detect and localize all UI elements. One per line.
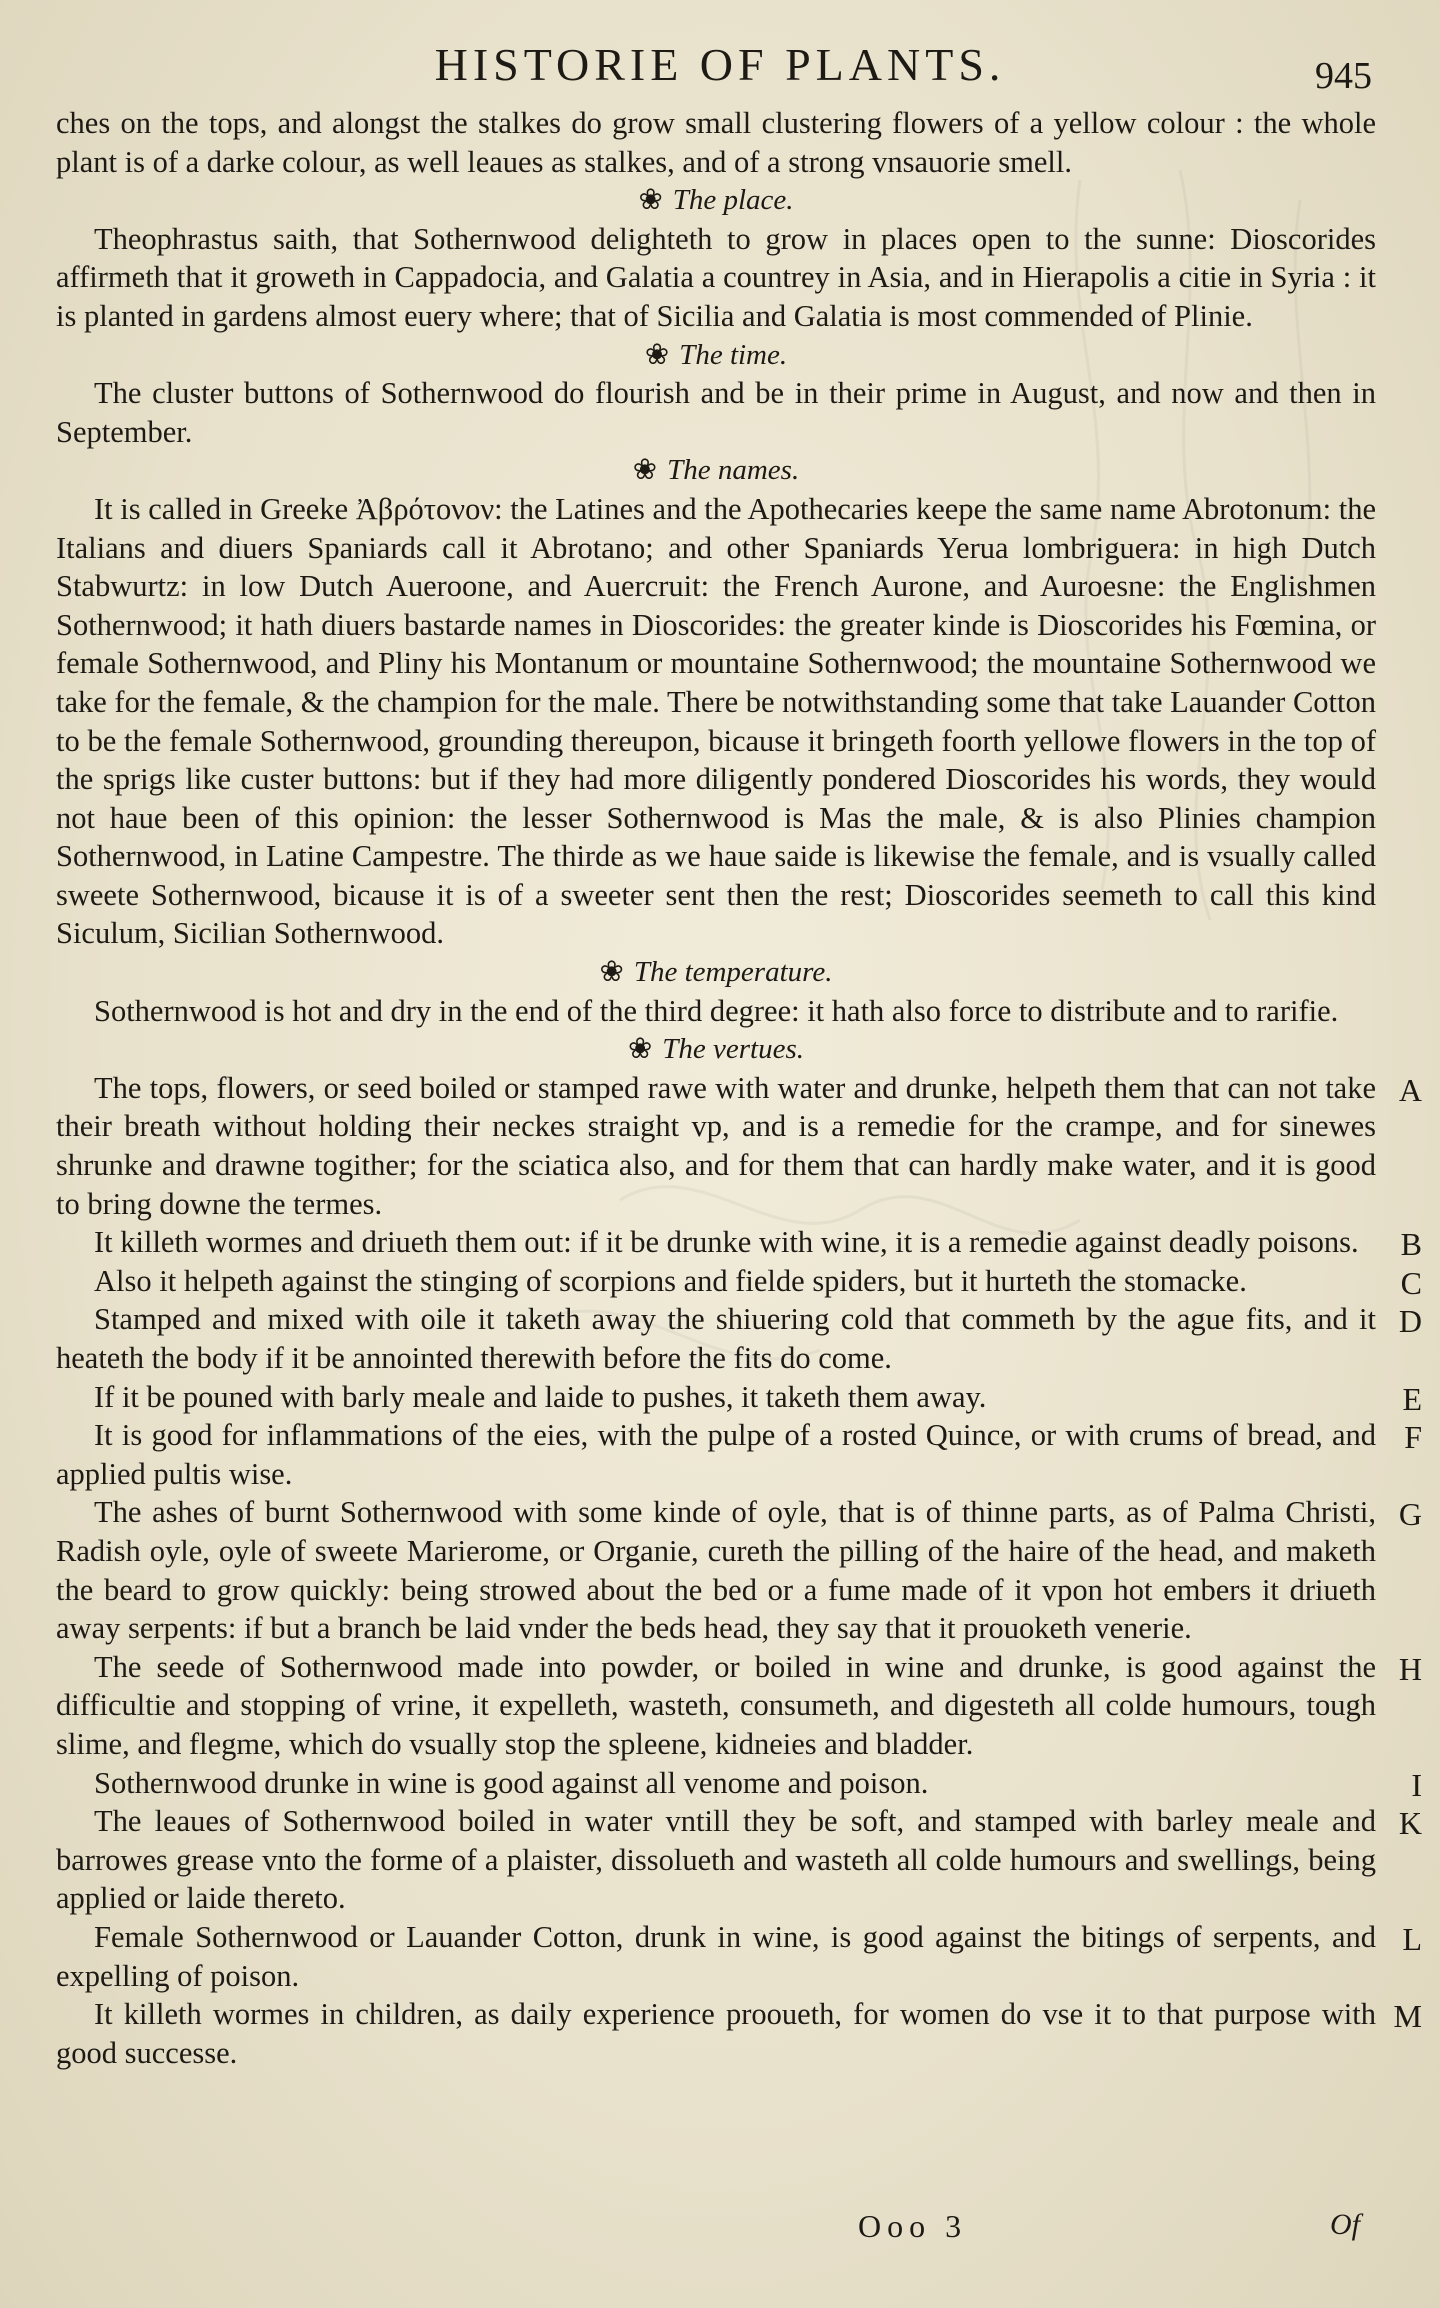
- vertue-paragraph: The seede of Sothernwood made into powder, or boiled in wine and drunke, is good against the difficultie and stopping of vrine, it expelleth, wasteth, consumeth, and digesteth all colde humours, tough slime, and flegme, which do vsually stop the spleene, kidneies and bladder. H: [56, 1649, 1422, 1761]
- names-paragraph: It is called in Greeke Ἀβρότονον: the Latines and the Apothecaries keepe the same name Abrotonum: the Italians and diuers Spaniards call it Abrotano; and other Spaniards Yerua lombriguera: in high Dutch Stabwurtz: in low Dutch Aueroone, and Auercruit: the French Aurone, and Auroesne: the Englishmen Sothernwood; it hath diuers bastarde names in Dioscorides: the greater kinde is Dioscorides his Fœmina, or female Sothernwood, and Pliny his Montanum or mountaine Sothernwood; the mountaine Sothernwood we take for the female, & the champion for the male. There be notwithstanding some that take Lauander Cotton to be the female Sothernwood, grounding thereupon, bicause it bringeth foorth yellowe flowers in the top of the sprigs like custer buttons: but if they had more diligently pondered Dioscorides his words, they would not haue been of this opinion: the lesser Sothernwood is Mas the male, & is also Plinies champion Sothernwood, in Latine Campestre. The thirde as we haue saide is likewise the female, and is vsually called sweete Sothernwood, bicause it is of a sweeter sent then the rest; Dioscorides seemeth to call this kind Siculum, Sicilian Sothernwood.: [56, 491, 1376, 951]
- vertue-paragraph: The ashes of burnt Sothernwood with some kinde of oyle, that is of thinne parts, as of Palma Christi, Radish oyle, oyle of sweete Marierome, or Organie, cureth the pilling of the haire of the head, and maketh the beard to grow quickly: being strowed about the bed or a fume made of it vpon hot embers it driueth away serpents: if but a branch be laid vnder the beds head, they say that it prouoketh venerie. G: [56, 1495, 1422, 1646]
- section-heading-place: ❀ The place.: [638, 184, 794, 217]
- temperature-paragraph: Sothernwood is hot and dry in the end of the third degree: it hath also force to distribute and to rarifie.: [94, 993, 1339, 1028]
- flower-ornament-icon: ❀: [599, 956, 624, 989]
- vertue-paragraph: It killeth wormes in children, as daily experience prooueth, for women do vse it to that purpose with good successe. M: [56, 1997, 1422, 2070]
- place-paragraph: Theophrastus saith, that Sothernwood delighteth to grow in places open to the sunne: Dioscorides affirmeth that it groweth in Cappadocia, and Galatia a countrey in Asia, and in Hierapolis a citie in Syria : it is planted in gardens almost euery where; that of Sicilia and Galatia is most commended of Plinie.: [56, 221, 1376, 333]
- vertue-paragraph: Stamped and mixed with oile it taketh away the shiuering cold that commeth by the ague fits, and it heateth the body if it be annointed therewith before the fits do come. D: [56, 1302, 1422, 1375]
- margin-letter: H: [1398, 1650, 1422, 1687]
- vertue-paragraph: Female Sothernwood or Lauander Cotton, drunk in wine, is good against the bitings of serpents, and expelling of poison. L: [56, 1919, 1422, 1993]
- margin-letter: D: [1398, 1303, 1422, 1340]
- flower-ornament-icon: ❀: [632, 454, 658, 487]
- margin-letter: B: [1400, 1226, 1422, 1263]
- text-block: [56, 104, 1422, 2072]
- margin-letter: M: [1393, 1998, 1422, 2035]
- section-heading-temperature: ❀ The temperature.: [599, 956, 833, 989]
- margin-letter: I: [1411, 1766, 1422, 1803]
- time-paragraph: The cluster buttons of Sothernwood do flourish and be in their prime in August, and now and then in September.: [56, 376, 1376, 449]
- vertue-paragraph: The leaues of Sothernwood boiled in water vntill they be soft, and stamped with barley meale and barrowes grease vnto the forme of a plaister, dissolueth and wasteth all colde humours and swellings, being applied or laide thereto. K: [56, 1804, 1422, 1916]
- margin-letter: L: [1402, 1920, 1422, 1957]
- section-heading-names: ❀ The names.: [632, 454, 800, 487]
- vertue-paragraph: It is good for inflammations of the eies, with the pulpe of a rosted Quince, or with crums of bread, and applied pultis wise. F: [56, 1418, 1422, 1491]
- flower-ornament-icon: ❀: [627, 1033, 653, 1066]
- margin-letter: F: [1404, 1419, 1422, 1456]
- flower-ornament-icon: ❀: [644, 338, 670, 371]
- margin-letter: K: [1398, 1805, 1422, 1842]
- catchword: Of: [1330, 2208, 1360, 2241]
- page-footer: [0, 2208, 1440, 2258]
- flower-ornament-icon: ❀: [638, 184, 663, 217]
- margin-letter: E: [1402, 1380, 1422, 1417]
- margin-letter: G: [1398, 1496, 1422, 1533]
- running-title: HISTORIE OF PLANTS.: [434, 39, 1006, 90]
- margin-letter: C: [1400, 1264, 1422, 1301]
- vertue-paragraph: Also it helpeth against the stinging of scorpions and fielde spiders, but it hurteth the stomacke. C: [94, 1263, 1422, 1301]
- section-heading-vertues: ❀ The vertues.: [627, 1033, 805, 1066]
- vertue-paragraph: It killeth wormes and driueth them out: if it be drunke with wine, it is a remedie against deadly poisons. B: [94, 1225, 1422, 1263]
- signature-mark: Ooo 3: [858, 2208, 968, 2244]
- intro-paragraph: ches on the tops, and alongst the stalkes do grow small clustering flowers of a yellow colour : the whole plant is of a darke colour, as well leaues as stalkes, and of a strong vnsauorie smell.: [56, 106, 1376, 179]
- section-heading-time: ❀ The time.: [644, 338, 788, 371]
- margin-letter: A: [1398, 1071, 1422, 1108]
- page-number: 945: [1315, 55, 1372, 97]
- vertue-paragraph: Sothernwood drunke in wine is good against all venome and poison. I: [94, 1765, 1422, 1803]
- vertue-paragraph: The tops, flowers, or seed boiled or stamped rawe with water and drunke, helpeth them that can not take their breath without holding their neckes straight vp, and is a remedie for the crampe, and for sinewes shrunke and drawne togither; for the sciatica also, and for them that can hardly make water, and it is good to bring downe the termes. A: [56, 1070, 1422, 1221]
- vertue-paragraph: If it be pouned with barly meale and laide to pushes, it taketh them away. E: [94, 1379, 1422, 1417]
